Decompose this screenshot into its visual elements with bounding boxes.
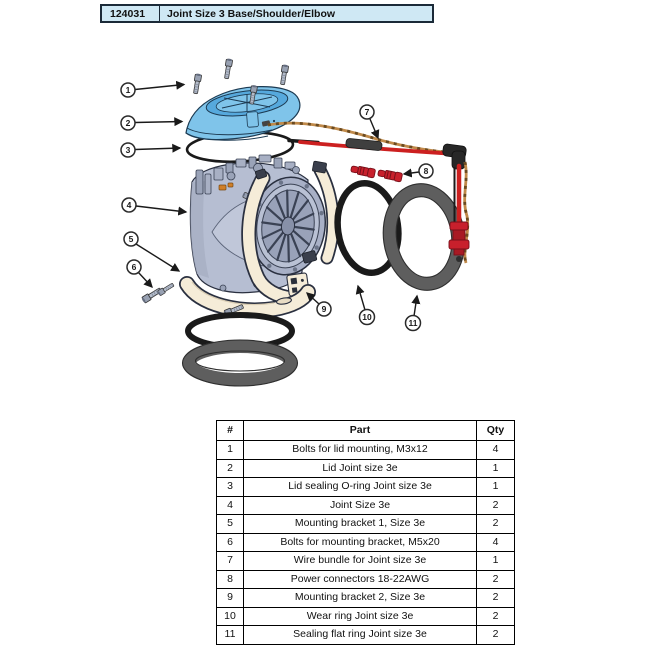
page-title: Joint Size 3 Base/Shoulder/Elbow xyxy=(167,7,336,20)
row-num: 3 xyxy=(217,478,244,497)
row-qty: 4 xyxy=(477,533,515,552)
row-part: Mounting bracket 2, Size 3e xyxy=(244,589,477,608)
callout-number: 7 xyxy=(364,107,370,117)
row-qty: 2 xyxy=(477,589,515,608)
callout-number: 9 xyxy=(321,304,327,314)
table-row xyxy=(217,552,515,571)
row-num: 1 xyxy=(217,441,244,460)
callout-number: 8 xyxy=(423,166,429,176)
row-qty: 1 xyxy=(477,459,515,478)
row-part: Power connectors 18-22AWG xyxy=(244,570,477,589)
row-qty: 2 xyxy=(477,570,515,589)
callout-number: 1 xyxy=(125,85,131,95)
callout-7 xyxy=(360,105,378,138)
row-part: Bolts for lid mounting, M3x12 xyxy=(244,441,477,460)
row-qty: 2 xyxy=(477,607,515,626)
table-row xyxy=(217,496,515,515)
column-header-num: # xyxy=(217,421,244,441)
table-row xyxy=(217,459,515,478)
row-part: Wear ring Joint size 3e xyxy=(244,607,477,626)
row-num: 4 xyxy=(217,496,244,515)
callout-2 xyxy=(121,116,182,130)
callout-number: 11 xyxy=(408,318,418,328)
parts-table xyxy=(216,420,515,645)
callout-11 xyxy=(406,296,421,331)
row-num: 11 xyxy=(217,626,244,645)
row-num: 2 xyxy=(217,459,244,478)
callout-8 xyxy=(404,164,433,178)
callout-number: 5 xyxy=(128,234,134,244)
table-row xyxy=(217,533,515,552)
bottom-sealing-ring xyxy=(183,340,298,386)
callout-number: 2 xyxy=(125,118,131,128)
table-row xyxy=(217,478,515,497)
callout-6 xyxy=(127,260,152,287)
row-qty: 2 xyxy=(477,496,515,515)
callout-number: 10 xyxy=(362,312,372,322)
row-qty: 2 xyxy=(477,626,515,645)
row-num: 10 xyxy=(217,607,244,626)
row-part: Lid Joint size 3e xyxy=(244,459,477,478)
row-part: Joint Size 3e xyxy=(244,496,477,515)
column-header-part: Part xyxy=(244,421,477,441)
callout-number: 6 xyxy=(131,262,137,272)
row-num: 6 xyxy=(217,533,244,552)
table-row xyxy=(217,570,515,589)
row-qty: 4 xyxy=(477,441,515,460)
callout-4 xyxy=(122,198,186,212)
callout-number: 3 xyxy=(125,145,131,155)
callout-number: 4 xyxy=(126,200,132,210)
row-qty: 1 xyxy=(477,552,515,571)
row-part: Bolts for mounting bracket, M5x20 xyxy=(244,533,477,552)
row-num: 9 xyxy=(217,589,244,608)
power-connectors xyxy=(350,164,402,182)
row-qty: 2 xyxy=(477,515,515,534)
table-header-row xyxy=(217,421,515,441)
callout-1 xyxy=(121,83,184,97)
callout-3 xyxy=(121,143,180,157)
table-row xyxy=(217,607,515,626)
row-part: Mounting bracket 1, Size 3e xyxy=(244,515,477,534)
row-part: Wire bundle for Joint size 3e xyxy=(244,552,477,571)
row-qty: 1 xyxy=(477,478,515,497)
column-header-qty: Qty xyxy=(477,421,515,441)
table-row xyxy=(217,589,515,608)
row-num: 7 xyxy=(217,552,244,571)
part-number: 124031 xyxy=(102,6,160,21)
row-part: Lid sealing O-ring Joint size 3e xyxy=(244,478,477,497)
table-row xyxy=(217,626,515,645)
lid-part xyxy=(186,86,300,140)
row-part: Sealing flat ring Joint size 3e xyxy=(244,626,477,645)
row-num: 5 xyxy=(217,515,244,534)
table-row xyxy=(217,515,515,534)
table-row xyxy=(217,441,515,460)
callout-9 xyxy=(307,293,331,316)
row-num: 8 xyxy=(217,570,244,589)
callout-10 xyxy=(358,286,375,325)
